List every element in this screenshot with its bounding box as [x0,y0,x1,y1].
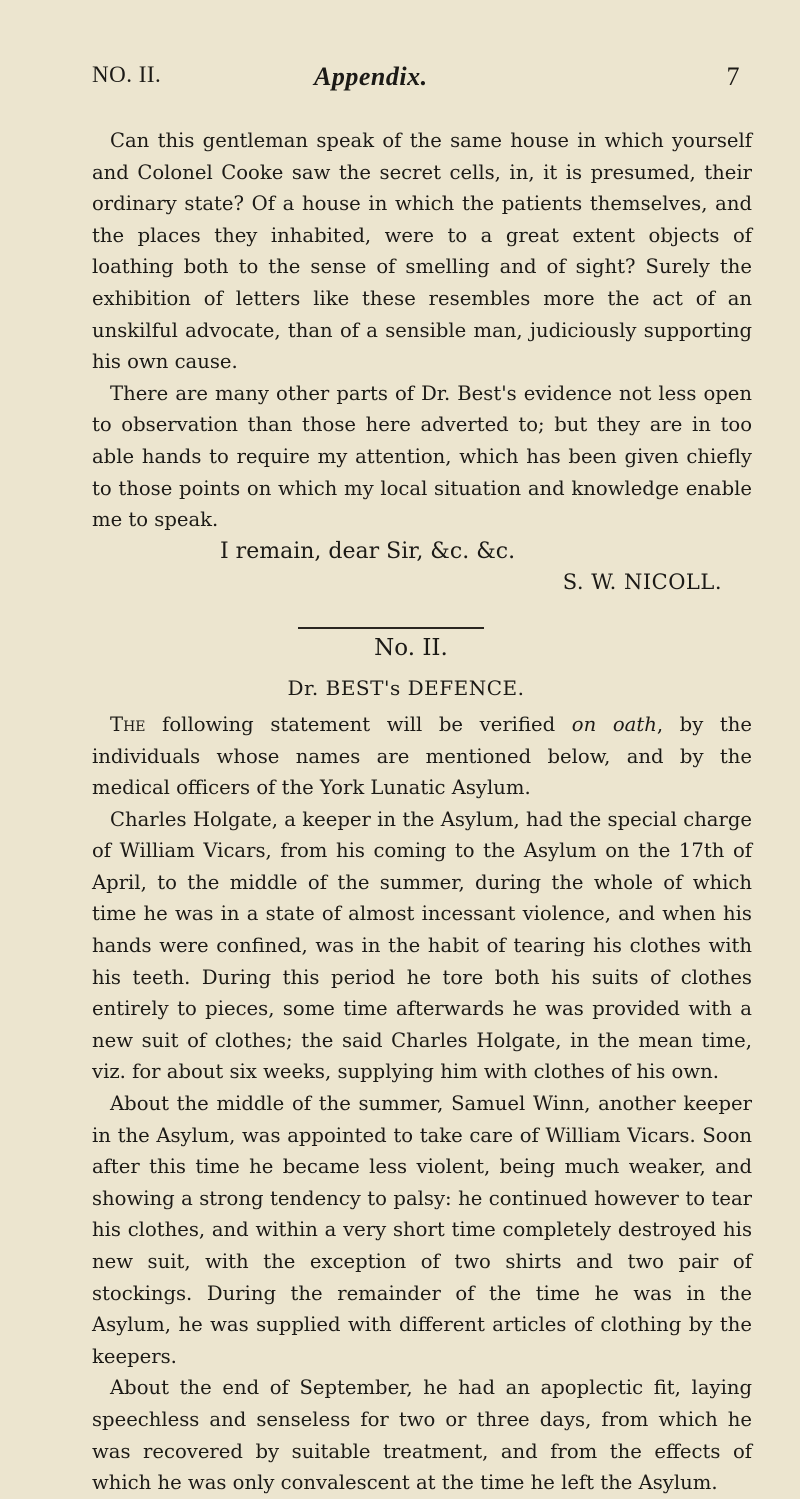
letter-closing: I remain, dear Sir, &c. &c. [220,538,516,564]
running-title: Appendix. [314,62,428,91]
section-paragraph: About the middle of the summer, Samuel Winn, another keeper in the Asylum, was appointed to take care of William Vicars. Soon after this time he became less violent, being much weaker, and showing a strong tendency to palsy: he continued however to tear his clothes, and within a very short time completely destroyed his new suit, with the exception of two shirts and two pair of stockings. During the remainder of the time he was in the Asylum, he was supplied with different articles of clothing by the keepers. [92,1092,752,1368]
letter-paragraph: Can this gentleman speak of the same house in which yourself and Colonel Cooke saw the secret cells, in, it is presumed, their ordinary state? Of a house in which the patients themselves, and the places they inhabited, were to a great extent objects of loathing both to the sense of smelling and of sight? Surely the exhibition of letters like these resembles more the act of an unskilful advocate, than of a sensible man, judiciously supporting his own cause. [92,129,752,374]
intro-text-before: following statement will be verified [145,712,572,736]
section-title: Dr. BEST's DEFENCE. [287,675,525,700]
intro-text-after: , by the individuals whose names are mentioned below, and by the medical officers of the York Lunatic Asylum. [92,712,752,800]
letter-signature: S. W. NICOLL. [562,570,722,595]
section-intro [92,709,752,804]
page-number: 7 [726,62,740,91]
running-head [92,62,740,102]
appendix-number: NO. II. [92,62,162,87]
section-number: No. II. [374,634,448,661]
intro-emphasis: on oath [571,712,657,736]
letter-paragraph: There are many other parts of Dr. Best's evidence not less open to observation than those here adverted to; but they are in too able hands to require my attention, which has been given chiefly to those points on which my local situation and knowledge enable me to speak. [92,381,752,532]
section-paragraph: Charles Holgate, a keeper in the Asylum, had the special charge of William Vicars, from his coming to the Asylum on the 17th of April, to the middle of the summer, during the whole of which time he was in a state of almost incessant violence, and when his hands were confined, was in the habit of tearing his clothes with his teeth. During this period he tore both his suits of clothes entirely to pieces, some time afterwards he was provided with a new suit of clothes; the said Charles Holgate, in the mean time, viz. for about six weeks, supplying him with clothes of his own. [92,807,752,1084]
page-body [92,125,752,1499]
section-paragraph: About the end of September, he had an apoplectic fit, laying speechless and senseless for two or three days, from which he was recovered by suitable treatment, and from the effects of which he was only convalescent at the time he left the Asylum. [92,1376,752,1495]
intro-lead-word: The [110,712,146,736]
